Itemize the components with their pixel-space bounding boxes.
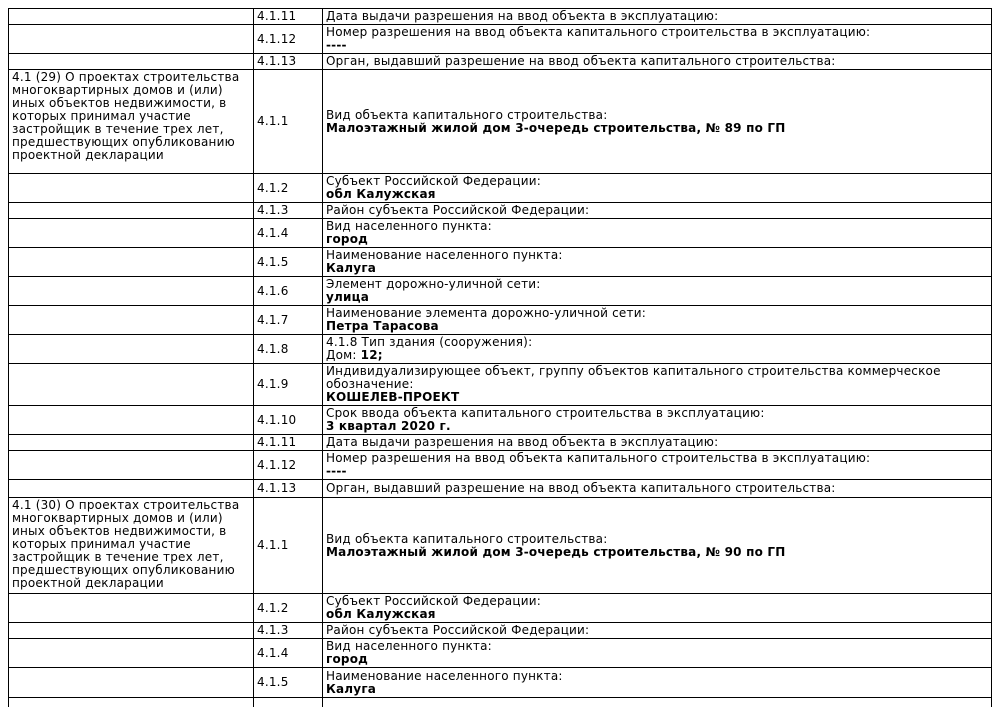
field-label: Дом: [326,348,361,362]
content-line [326,482,988,495]
item-number-cell: 4.1.8 [254,335,323,364]
content-line [326,26,988,39]
section-description-cell [9,639,254,668]
item-content-cell [323,639,992,668]
content-line [326,262,988,275]
field-label: Элемент дорожно-уличной сети: [326,277,541,291]
item-number-cell: 4.1.7 [254,306,323,335]
field-label: 4.1 (30) О проектах строительства многоквартирных домов и (или) иных объектов недвижимости, в которых принимал участие застройщик в течение трех лет, предшествующих опубликованию проектной декларации [12,498,240,590]
item-number-cell: 4.1.11 [254,435,323,451]
item-number-cell: 4.1.3 [254,203,323,219]
field-label: Индивидуализирующее объект, группу объектов капитального строительства коммерческое обозначение: [326,364,941,391]
item-content-cell [323,277,992,306]
item-content-cell [323,498,992,594]
table-row [9,335,992,364]
table-row [9,54,992,70]
content-line [326,452,988,465]
item-number-cell: 4.1.4 [254,219,323,248]
section-description-cell [9,480,254,498]
item-content-cell [323,698,992,707]
section-description-cell [9,306,254,335]
field-value: обл Калужская [326,187,436,201]
table-row [9,306,992,335]
content-line [326,204,988,217]
field-label: Дата выдачи разрешения на ввод объекта в эксплуатацию: [326,435,719,449]
item-content-cell [323,668,992,698]
section-description-cell [9,335,254,364]
table-row [9,277,992,306]
content-line [326,249,988,262]
content-line [326,10,988,23]
field-label: Вид населенного пункта: [326,219,492,233]
item-content-cell [323,364,992,406]
field-label: Район субъекта Российской Федерации: [326,623,590,637]
section-description-cell [9,406,254,435]
item-content-cell [323,480,992,498]
field-label: Орган, выдавший разрешение на ввод объекта капитального строительства: [326,54,836,68]
content-line [326,291,988,304]
field-value: 3 квартал 2020 г. [326,419,451,433]
content-line [326,233,988,246]
field-label: Номер разрешения на ввод объекта капитального строительства в эксплуатацию: [326,25,871,39]
item-number-cell: 4.1.5 [254,248,323,277]
project-declaration-table [8,8,992,707]
item-number-cell: 4.1.1 [254,498,323,594]
content-line [326,320,988,333]
field-value: Калуга [326,681,377,696]
section-description-cell [9,451,254,480]
item-content-cell [323,335,992,364]
content-line [326,220,988,233]
table-row [9,174,992,203]
item-content-cell [323,406,992,435]
field-label: Вид объекта капитального строительства: [326,107,608,122]
item-content-cell [323,451,992,480]
table-row [9,364,992,406]
section-description-cell [9,70,254,174]
field-value: Малоэтажный жилой дом 3-очередь строительства, № 90 по ГП [326,544,786,559]
item-content-cell [323,174,992,203]
table-row [9,219,992,248]
item-number-cell: 4.1.12 [254,451,323,480]
item-number-cell: 4.1.13 [254,480,323,498]
table-row [9,406,992,435]
item-number-cell: 4.1.9 [254,364,323,406]
table-body [9,9,992,707]
content-line [326,670,988,683]
item-content-cell [323,435,992,451]
field-value: улица [326,290,370,304]
field-value: 12; [360,348,383,362]
content-line [326,39,988,52]
section-description-cell [9,25,254,54]
item-number-cell: 4.1.2 [254,174,323,203]
content-line [326,188,988,201]
content-line [326,608,988,621]
field-label: 4.1.8 Тип здания (сооружения): [326,335,533,349]
section-description-cell [9,203,254,219]
item-number-cell: 4.1.2 [254,594,323,623]
item-number-cell: 4.1.5 [254,668,323,698]
field-label: Субъект Российской Федерации: [326,174,541,188]
section-description-cell [9,594,254,623]
content-line [326,55,988,68]
field-value: ---- [326,464,347,478]
section-description-cell [9,277,254,306]
item-number-cell: 4.1.11 [254,9,323,25]
content-line [326,336,988,349]
table-row [9,25,992,54]
field-label: Дата выдачи разрешения на ввод объекта в эксплуатацию: [326,9,719,23]
field-value: город [326,652,369,666]
field-label: Номер разрешения на ввод объекта капитального строительства в эксплуатацию: [326,451,871,465]
content-line [326,349,988,362]
section-description-cell [9,54,254,70]
item-number-cell: 4.1.4 [254,639,323,668]
field-value: Петра Тарасова [326,319,439,333]
item-number-cell: 4.1.3 [254,623,323,639]
item-content-cell [323,594,992,623]
field-value: город [326,232,369,246]
section-description-cell [9,248,254,277]
field-label: Наименование элемента дорожно-уличной сети: [326,306,646,320]
field-value: обл Калужская [326,607,436,621]
field-label: Субъект Российской Федерации: [326,594,541,608]
content-line [326,624,988,637]
section-description-cell [9,219,254,248]
table-row [9,248,992,277]
table-row [9,498,992,594]
section-description-cell [9,498,254,594]
item-content-cell [323,623,992,639]
item-number-cell: 4.1.1 [254,70,323,174]
content-line [326,278,988,291]
table-row [9,698,992,707]
field-value: Малоэтажный жилой дом 3-очередь строительства, № 89 по ГП [326,120,786,135]
field-label: 4.1 (29) О проектах строительства многоквартирных домов и (или) иных объектов недвижимости, в которых принимал участие застройщик в течение трех лет, предшествующих опубликованию проектной декларации [12,70,240,162]
field-label: Срок ввода объекта капитального строительства в эксплуатацию: [326,406,765,420]
field-value: Калуга [326,261,377,275]
content-line [326,122,988,135]
content-line [326,391,988,404]
section-description-cell [9,435,254,451]
section-description-cell [9,623,254,639]
content-line [326,546,988,559]
section-description-cell [9,9,254,25]
table-row [9,203,992,219]
content-line [326,365,988,391]
item-content-cell [323,203,992,219]
field-value: ---- [326,38,347,52]
table-row [9,70,992,174]
item-number-cell: 4.1.6 [254,277,323,306]
section-description-cell [9,364,254,406]
item-content-cell [323,54,992,70]
item-content-cell [323,9,992,25]
content-line [326,465,988,478]
section-description-cell [9,698,254,707]
item-number-cell: 4.1.13 [254,54,323,70]
field-label: Район субъекта Российской Федерации: [326,203,590,217]
content-line [326,653,988,666]
field-label: Вид населенного пункта: [326,639,492,653]
content-line [326,683,988,696]
table-row [9,639,992,668]
table-row [9,668,992,698]
content-line [326,420,988,433]
content-line [326,640,988,653]
field-value: КОШЕЛЕВ-ПРОЕКТ [326,390,460,404]
item-content-cell [323,219,992,248]
table-row [9,623,992,639]
table-row [9,9,992,25]
table-row [9,435,992,451]
section-description-cell [9,668,254,698]
item-number-cell: 4.1.12 [254,25,323,54]
item-number-cell: 4.1.10 [254,406,323,435]
table-row [9,451,992,480]
table-row [9,480,992,498]
field-label: Наименование населенного пункта: [326,668,563,683]
field-label: Вид объекта капитального строительства: [326,531,608,546]
content-line [326,436,988,449]
table-row [9,594,992,623]
item-content-cell [323,25,992,54]
field-label: Орган, выдавший разрешение на ввод объекта капитального строительства: [326,481,836,495]
item-number-cell [254,698,323,707]
item-content-cell [323,70,992,174]
section-description-cell [9,174,254,203]
item-content-cell [323,306,992,335]
field-label: Наименование населенного пункта: [326,248,563,262]
item-content-cell [323,248,992,277]
